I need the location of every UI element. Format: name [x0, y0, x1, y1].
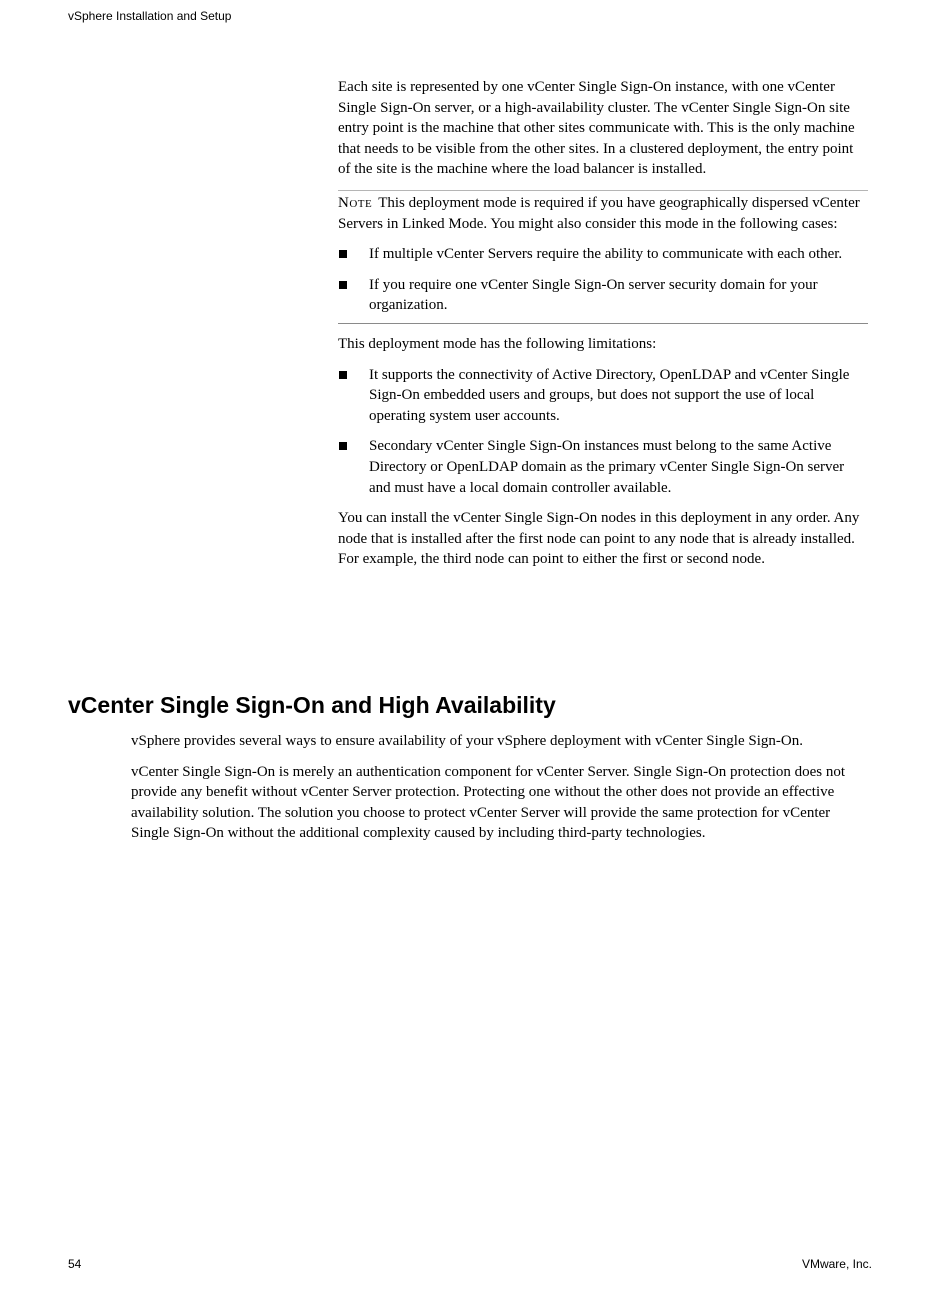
list-item-text: Secondary vCenter Single Sign-On instances must belong to the same Active Directory or OpenLDAP domain as the primary vCenter Single Sign-On server and must have a local domain controller available.	[369, 438, 845, 496]
note-label: Note	[338, 194, 373, 211]
intro-paragraph: Each site is represented by one vCenter Single Sign-On instance, with one vCenter Single Sign-On server, or a high-availability cluster. The vCenter Single Sign-On site entry point is the machine that other sites communicate with. This is the only machine that needs to be visible from the other sites. In a clustered deployment, the entry point of the site is the machine where the load balancer is installed.	[338, 79, 855, 178]
square-bullet-icon	[339, 371, 347, 379]
note-block	[338, 190, 868, 324]
limitations-intro: This deployment mode has the following limitations:	[338, 335, 657, 352]
running-header: vSphere Installation and Setup	[68, 9, 232, 23]
install-order-paragraph: You can install the vCenter Single Sign-On nodes in this deployment in any order. Any node that is installed after the first node can point to any node that is already installed. For example, the third node can point to either the first or second node.	[338, 510, 860, 568]
note-paragraph	[338, 193, 868, 234]
list-item-text: If you require one vCenter Single Sign-On server security domain for your organization.	[369, 276, 818, 314]
main-column	[338, 77, 868, 580]
square-bullet-icon	[339, 250, 347, 258]
list-item	[338, 275, 868, 316]
section-heading: vCenter Single Sign-On and High Availability	[68, 692, 556, 718]
list-item	[338, 244, 868, 265]
section-body	[131, 731, 871, 854]
note-text: This deployment mode is required if you have geographically dispersed vCenter Servers in Linked Mode. You might also consider this mode in the following cases:	[338, 194, 860, 232]
list-item	[338, 365, 868, 427]
square-bullet-icon	[339, 442, 347, 450]
square-bullet-icon	[339, 281, 347, 289]
limitations-list	[338, 365, 868, 499]
list-item-text: It supports the connectivity of Active Directory, OpenLDAP and vCenter Single Sign-On embedded users and groups, but does not support the use of local operating system user accounts.	[369, 366, 850, 424]
page-number: 54	[68, 1257, 82, 1271]
section-paragraph: vCenter Single Sign-On is merely an authentication component for vCenter Server. Single Sign-On protection does not provide any benefit without vCenter Server protection. Protecting one without the other does not provide an effective availability solution. The solution you choose to protect vCenter Server will provide the same protection for vCenter Single Sign-On without the additional complexity caused by including third-party technologies.	[131, 763, 846, 842]
list-item-text: If multiple vCenter Servers require the ability to communicate with each other.	[369, 246, 843, 263]
section-paragraph: vSphere provides several ways to ensure availability of your vSphere deployment with vCenter Single Sign-On.	[131, 733, 803, 749]
note-list	[338, 244, 868, 316]
publisher-name: VMware, Inc.	[801, 1257, 872, 1271]
list-item	[338, 436, 868, 498]
